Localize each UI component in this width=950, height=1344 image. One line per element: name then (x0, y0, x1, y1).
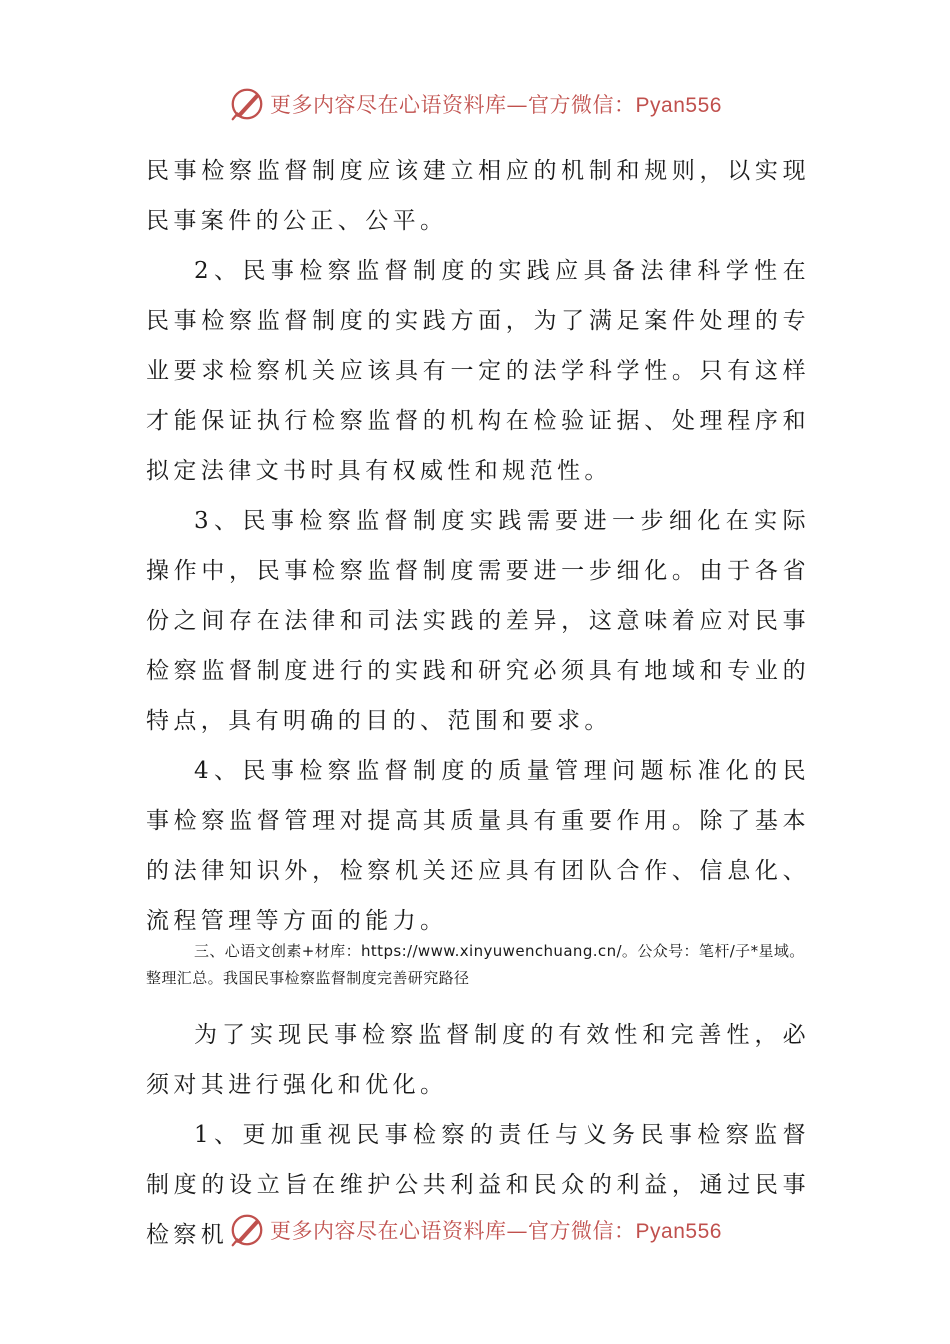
footer-wechat-id: Pyan556 (635, 1220, 722, 1243)
paragraph-4: 4、民事检察监督制度的质量管理问题标准化的民事检察监督管理对提高其质量具有重要作用。除了基本的法律知识外，检察机关还应具有团队合作、信息化、流程管理等方面的能力。 (146, 758, 810, 934)
paragraph-2: 2、民事检察监督制度的实践应具备法律科学性在民事检察监督制度的实践方面，为了满足案件处理的专业要求检察机关应该具有一定的法学科学性。只有这样才能保证执行检察监督的机构在检验证据、处理程序和拟定法律文书时具有权威性和规范性。 (146, 258, 810, 484)
section-heading-note: 三、心语文创素+材库：https://www.xinyuwenchuang.cn/。公众号：笔杆/子*星域。整理汇总。我国民事检察监督制度完善研究路径 (146, 942, 805, 987)
header-wechat-id: Pyan556 (635, 94, 722, 117)
paragraph-6: 1、更加重视民事检察的责任与义务民事检察监督制度的设立旨在维护公共利益和民众的利益，通过民事检察机 (146, 1122, 810, 1248)
header-banner (0, 82, 950, 126)
paragraph-5: 为了实现民事检察监督制度的有效性和完善性，必须对其进行强化和优化。 (146, 1022, 810, 1098)
footer-banner-text: 更多内容尽在心语资料库—官方微信：Pyan556 (270, 1219, 722, 1243)
header-banner-text: 更多内容尽在心语资料库—官方微信：Pyan556 (270, 93, 722, 117)
document-body (146, 146, 810, 1260)
quill-logo-icon (228, 85, 266, 123)
paragraph-3: 3、民事检察监督制度实践需要进一步细化在实际操作中，民事检察监督制度需要进一步细化。由于各省份之间存在法律和司法实践的差异，这意味着应对民事检察监督制度进行的实践和研究必须具有地域和专业的特点，具有明确的目的、范围和要求。 (146, 508, 810, 734)
paragraph-1: 民事检察监督制度应该建立相应的机制和规则，以实现民事案件的公正、公平。 (146, 158, 810, 234)
quill-logo-icon (228, 1211, 266, 1249)
footer-banner (0, 1208, 950, 1252)
